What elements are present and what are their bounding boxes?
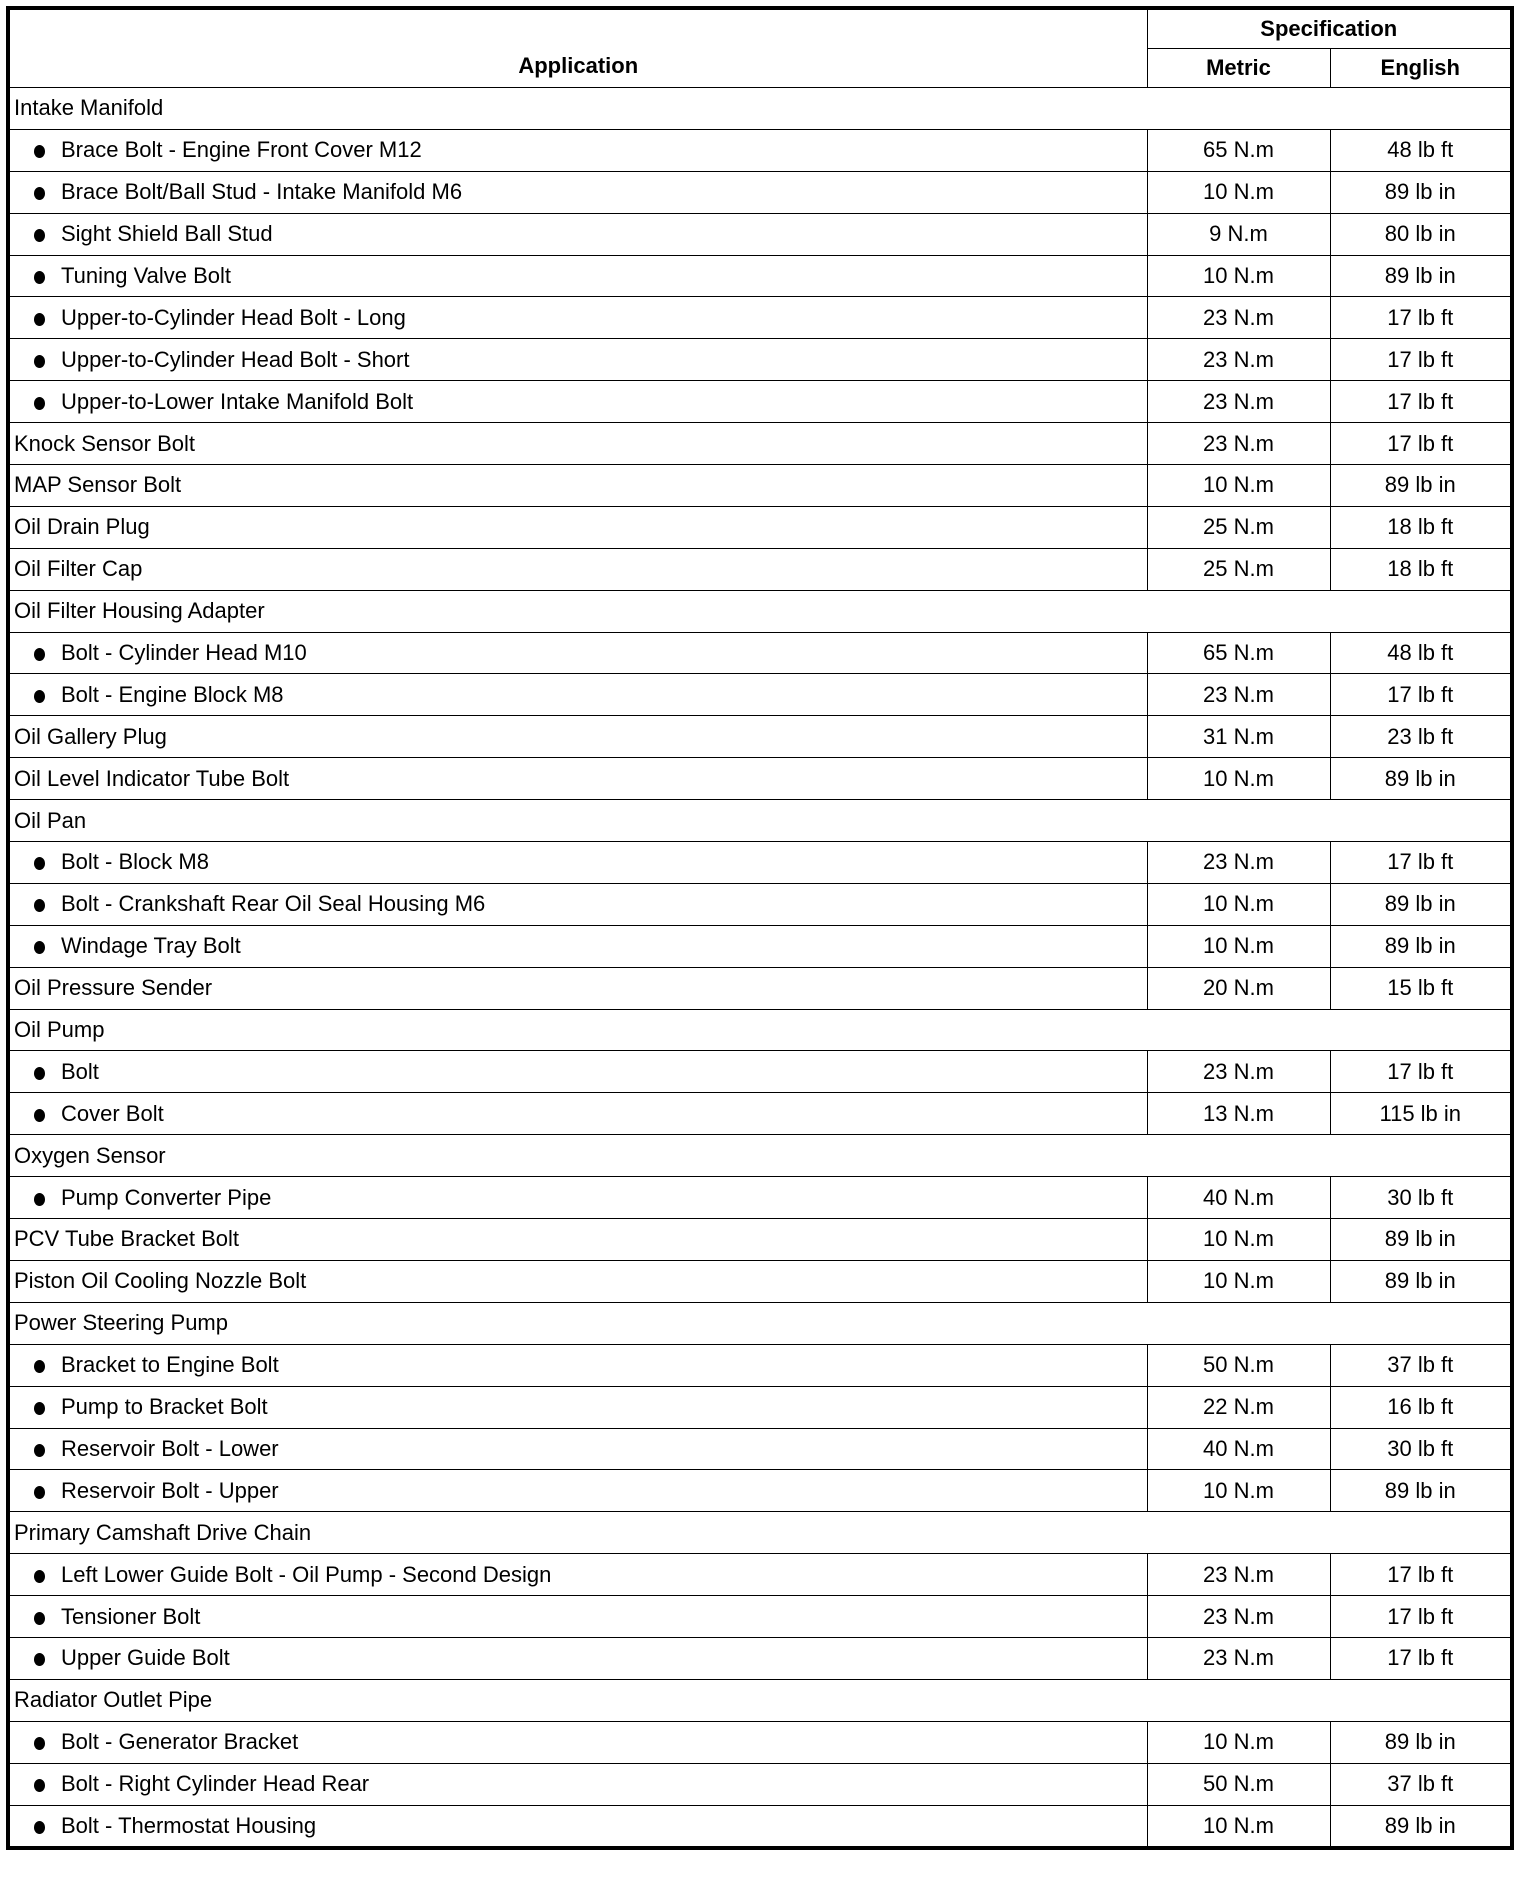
application-label: Windage Tray Bolt bbox=[61, 933, 241, 959]
sub-item-row bbox=[8, 1428, 1512, 1470]
application-label: Oil Gallery Plug bbox=[14, 723, 167, 749]
application-cell bbox=[8, 129, 1147, 171]
application-label: Brace Bolt/Ball Stud - Intake Manifold M6 bbox=[61, 179, 463, 205]
application-label: Sight Shield Ball Stud bbox=[61, 221, 273, 247]
bullet-icon bbox=[34, 355, 45, 368]
group-label: Intake Manifold bbox=[8, 88, 1512, 130]
bullet-icon bbox=[34, 1486, 45, 1499]
english-cell: 89 lb in bbox=[1330, 1805, 1512, 1848]
application-cell bbox=[8, 925, 1147, 967]
sub-item-row bbox=[8, 1596, 1512, 1638]
bullet-icon bbox=[34, 1444, 45, 1457]
application-cell bbox=[8, 548, 1147, 590]
metric-cell: 25 N.m bbox=[1147, 506, 1330, 548]
application-label: Reservoir Bolt - Lower bbox=[61, 1435, 279, 1461]
application-cell bbox=[8, 1386, 1147, 1428]
table-row bbox=[8, 548, 1512, 590]
bullet-icon bbox=[34, 1109, 45, 1122]
bullet-icon bbox=[34, 1360, 45, 1373]
metric-cell: 10 N.m bbox=[1147, 255, 1330, 297]
bullet-icon bbox=[34, 648, 45, 661]
english-cell: 30 lb ft bbox=[1330, 1428, 1512, 1470]
metric-cell: 10 N.m bbox=[1147, 883, 1330, 925]
application-cell bbox=[8, 716, 1147, 758]
table-row bbox=[8, 1219, 1512, 1261]
application-label: Bolt - Right Cylinder Head Rear bbox=[61, 1771, 370, 1797]
group-row bbox=[8, 1512, 1512, 1554]
application-cell bbox=[8, 758, 1147, 800]
metric-cell: 10 N.m bbox=[1147, 465, 1330, 507]
application-header: Application bbox=[8, 8, 1147, 88]
application-cell bbox=[8, 423, 1147, 465]
bullet-icon bbox=[34, 1402, 45, 1415]
sub-item-row bbox=[8, 842, 1512, 884]
application-label: Knock Sensor Bolt bbox=[14, 430, 195, 456]
specification-header: Specification bbox=[1147, 8, 1512, 49]
application-cell bbox=[8, 1637, 1147, 1679]
application-cell bbox=[8, 1805, 1147, 1848]
bullet-icon bbox=[34, 899, 45, 912]
metric-cell: 13 N.m bbox=[1147, 1093, 1330, 1135]
metric-cell: 23 N.m bbox=[1147, 297, 1330, 339]
english-cell: 17 lb ft bbox=[1330, 1554, 1512, 1596]
english-cell: 18 lb ft bbox=[1330, 506, 1512, 548]
application-label: Pump Converter Pipe bbox=[61, 1184, 272, 1210]
application-label: Oil Filter Cap bbox=[14, 556, 143, 582]
metric-cell: 22 N.m bbox=[1147, 1386, 1330, 1428]
group-row bbox=[8, 1135, 1512, 1177]
english-cell: 37 lb ft bbox=[1330, 1763, 1512, 1805]
metric-cell: 31 N.m bbox=[1147, 716, 1330, 758]
metric-cell: 23 N.m bbox=[1147, 1554, 1330, 1596]
bullet-icon bbox=[34, 397, 45, 410]
english-cell: 17 lb ft bbox=[1330, 339, 1512, 381]
table-row bbox=[8, 423, 1512, 465]
application-label: PCV Tube Bracket Bolt bbox=[14, 1226, 239, 1252]
application-cell bbox=[8, 297, 1147, 339]
english-cell: 89 lb in bbox=[1330, 1470, 1512, 1512]
english-cell: 89 lb in bbox=[1330, 883, 1512, 925]
application-label: Piston Oil Cooling Nozzle Bolt bbox=[14, 1268, 307, 1294]
table-row bbox=[8, 967, 1512, 1009]
metric-cell: 20 N.m bbox=[1147, 967, 1330, 1009]
metric-cell: 23 N.m bbox=[1147, 381, 1330, 423]
application-label: Upper-to-Cylinder Head Bolt - Long bbox=[61, 304, 406, 330]
torque-spec-table bbox=[6, 6, 1514, 1850]
table-row bbox=[8, 465, 1512, 507]
group-label: Primary Camshaft Drive Chain bbox=[8, 1512, 1512, 1554]
english-cell: 89 lb in bbox=[1330, 1219, 1512, 1261]
metric-cell: 10 N.m bbox=[1147, 1470, 1330, 1512]
application-label: Tensioner Bolt bbox=[61, 1603, 201, 1629]
group-label: Oil Filter Housing Adapter bbox=[8, 590, 1512, 632]
application-cell bbox=[8, 1470, 1147, 1512]
application-cell bbox=[8, 1554, 1147, 1596]
application-cell bbox=[8, 1596, 1147, 1638]
sub-item-row bbox=[8, 925, 1512, 967]
bullet-icon bbox=[34, 1653, 45, 1666]
english-cell: 17 lb ft bbox=[1330, 1596, 1512, 1638]
english-cell: 89 lb in bbox=[1330, 465, 1512, 507]
sub-item-row bbox=[8, 1805, 1512, 1848]
english-cell: 48 lb ft bbox=[1330, 129, 1512, 171]
sub-item-row bbox=[8, 1637, 1512, 1679]
application-label: Upper Guide Bolt bbox=[61, 1645, 230, 1671]
bullet-icon bbox=[34, 313, 45, 326]
application-label: Oil Drain Plug bbox=[14, 514, 150, 540]
sub-item-row bbox=[8, 381, 1512, 423]
sub-item-row bbox=[8, 1763, 1512, 1805]
bullet-icon bbox=[34, 1067, 45, 1080]
english-cell: 115 lb in bbox=[1330, 1093, 1512, 1135]
english-cell: 18 lb ft bbox=[1330, 548, 1512, 590]
sub-item-row bbox=[8, 1177, 1512, 1219]
metric-cell: 10 N.m bbox=[1147, 1260, 1330, 1302]
application-cell bbox=[8, 1260, 1147, 1302]
metric-cell: 25 N.m bbox=[1147, 548, 1330, 590]
group-row bbox=[8, 88, 1512, 130]
metric-cell: 65 N.m bbox=[1147, 632, 1330, 674]
metric-cell: 40 N.m bbox=[1147, 1428, 1330, 1470]
metric-cell: 50 N.m bbox=[1147, 1763, 1330, 1805]
metric-cell: 23 N.m bbox=[1147, 423, 1330, 465]
table-body bbox=[8, 88, 1512, 1849]
group-label: Radiator Outlet Pipe bbox=[8, 1679, 1512, 1721]
bullet-icon bbox=[34, 229, 45, 242]
bullet-icon bbox=[34, 271, 45, 284]
sub-item-row bbox=[8, 129, 1512, 171]
application-label: Oil Level Indicator Tube Bolt bbox=[14, 765, 290, 791]
metric-cell: 23 N.m bbox=[1147, 1596, 1330, 1638]
sub-item-row bbox=[8, 1093, 1512, 1135]
table-row bbox=[8, 1260, 1512, 1302]
application-label: Bolt - Cylinder Head M10 bbox=[61, 640, 307, 666]
bullet-icon bbox=[34, 690, 45, 703]
english-cell: 15 lb ft bbox=[1330, 967, 1512, 1009]
english-cell: 80 lb in bbox=[1330, 213, 1512, 255]
metric-cell: 10 N.m bbox=[1147, 1805, 1330, 1848]
bullet-icon bbox=[34, 187, 45, 200]
application-label: Bolt - Block M8 bbox=[61, 849, 209, 875]
bullet-icon bbox=[34, 1612, 45, 1625]
bullet-icon bbox=[34, 145, 45, 158]
bullet-icon bbox=[34, 1570, 45, 1583]
english-cell: 89 lb in bbox=[1330, 758, 1512, 800]
application-cell bbox=[8, 213, 1147, 255]
metric-cell: 50 N.m bbox=[1147, 1344, 1330, 1386]
application-cell bbox=[8, 1721, 1147, 1763]
english-cell: 89 lb in bbox=[1330, 1721, 1512, 1763]
table-row bbox=[8, 758, 1512, 800]
application-label: Bolt - Generator Bracket bbox=[61, 1729, 299, 1755]
application-cell bbox=[8, 883, 1147, 925]
english-header: English bbox=[1330, 49, 1512, 88]
group-label: Oxygen Sensor bbox=[8, 1135, 1512, 1177]
sub-item-row bbox=[8, 1470, 1512, 1512]
application-cell bbox=[8, 1763, 1147, 1805]
group-row bbox=[8, 800, 1512, 842]
group-row bbox=[8, 590, 1512, 632]
sub-item-row bbox=[8, 1386, 1512, 1428]
application-cell bbox=[8, 339, 1147, 381]
application-cell bbox=[8, 506, 1147, 548]
metric-cell: 10 N.m bbox=[1147, 925, 1330, 967]
metric-cell: 65 N.m bbox=[1147, 129, 1330, 171]
table-row bbox=[8, 506, 1512, 548]
metric-cell: 10 N.m bbox=[1147, 171, 1330, 213]
sub-item-row bbox=[8, 213, 1512, 255]
english-cell: 89 lb in bbox=[1330, 1260, 1512, 1302]
bullet-icon bbox=[34, 1821, 45, 1834]
sub-item-row bbox=[8, 255, 1512, 297]
application-label: Bracket to Engine Bolt bbox=[61, 1352, 279, 1378]
application-label: Bolt bbox=[61, 1058, 99, 1084]
english-cell: 17 lb ft bbox=[1330, 674, 1512, 716]
bullet-icon bbox=[34, 941, 45, 954]
sub-item-row bbox=[8, 339, 1512, 381]
group-row bbox=[8, 1009, 1512, 1051]
application-label: Pump to Bracket Bolt bbox=[61, 1394, 268, 1420]
group-row bbox=[8, 1679, 1512, 1721]
sub-item-row bbox=[8, 632, 1512, 674]
application-cell bbox=[8, 465, 1147, 507]
sub-item-row bbox=[8, 1051, 1512, 1093]
application-label: Bolt - Engine Block M8 bbox=[61, 681, 284, 707]
application-label: Brace Bolt - Engine Front Cover M12 bbox=[61, 137, 422, 163]
english-cell: 17 lb ft bbox=[1330, 842, 1512, 884]
application-cell bbox=[8, 842, 1147, 884]
bullet-icon bbox=[34, 1193, 45, 1206]
metric-cell: 40 N.m bbox=[1147, 1177, 1330, 1219]
metric-cell: 23 N.m bbox=[1147, 1051, 1330, 1093]
sub-item-row bbox=[8, 674, 1512, 716]
english-cell: 23 lb ft bbox=[1330, 716, 1512, 758]
application-cell bbox=[8, 1344, 1147, 1386]
group-label: Oil Pump bbox=[8, 1009, 1512, 1051]
sub-item-row bbox=[8, 1721, 1512, 1763]
english-cell: 17 lb ft bbox=[1330, 1051, 1512, 1093]
application-cell bbox=[8, 1093, 1147, 1135]
metric-cell: 9 N.m bbox=[1147, 213, 1330, 255]
table-row bbox=[8, 716, 1512, 758]
application-cell bbox=[8, 255, 1147, 297]
application-cell bbox=[8, 1051, 1147, 1093]
application-label: Upper-to-Lower Intake Manifold Bolt bbox=[61, 388, 414, 414]
application-label: MAP Sensor Bolt bbox=[14, 472, 182, 498]
application-label: Bolt - Crankshaft Rear Oil Seal Housing M6 bbox=[61, 891, 486, 917]
metric-cell: 10 N.m bbox=[1147, 1219, 1330, 1261]
bullet-icon bbox=[34, 1779, 45, 1792]
english-cell: 17 lb ft bbox=[1330, 423, 1512, 465]
sub-item-row bbox=[8, 171, 1512, 213]
sub-item-row bbox=[8, 1554, 1512, 1596]
english-cell: 17 lb ft bbox=[1330, 297, 1512, 339]
english-cell: 89 lb in bbox=[1330, 171, 1512, 213]
metric-cell: 23 N.m bbox=[1147, 339, 1330, 381]
metric-cell: 10 N.m bbox=[1147, 758, 1330, 800]
application-label: Upper-to-Cylinder Head Bolt - Short bbox=[61, 346, 410, 372]
english-cell: 16 lb ft bbox=[1330, 1386, 1512, 1428]
english-cell: 30 lb ft bbox=[1330, 1177, 1512, 1219]
application-cell bbox=[8, 1428, 1147, 1470]
english-cell: 17 lb ft bbox=[1330, 1637, 1512, 1679]
sub-item-row bbox=[8, 1344, 1512, 1386]
application-label: Tuning Valve Bolt bbox=[61, 263, 231, 288]
application-cell bbox=[8, 1219, 1147, 1261]
application-label: Left Lower Guide Bolt - Oil Pump - Second Design bbox=[61, 1561, 552, 1587]
group-label: Power Steering Pump bbox=[8, 1302, 1512, 1344]
bullet-icon bbox=[34, 857, 45, 870]
application-label: Cover Bolt bbox=[61, 1100, 164, 1126]
application-cell bbox=[8, 1177, 1147, 1219]
sub-item-row bbox=[8, 883, 1512, 925]
application-cell bbox=[8, 967, 1147, 1009]
english-cell: 37 lb ft bbox=[1330, 1344, 1512, 1386]
metric-cell: 10 N.m bbox=[1147, 1721, 1330, 1763]
group-label: Oil Pan bbox=[8, 800, 1512, 842]
metric-cell: 23 N.m bbox=[1147, 1637, 1330, 1679]
application-label: Reservoir Bolt - Upper bbox=[61, 1477, 279, 1503]
application-cell bbox=[8, 674, 1147, 716]
group-row bbox=[8, 1302, 1512, 1344]
application-label: Oil Pressure Sender bbox=[14, 975, 213, 1001]
application-cell bbox=[8, 381, 1147, 423]
english-cell: 89 lb in bbox=[1330, 255, 1512, 297]
bullet-icon bbox=[34, 1737, 45, 1750]
application-cell bbox=[8, 632, 1147, 674]
metric-cell: 23 N.m bbox=[1147, 674, 1330, 716]
metric-header: Metric bbox=[1147, 49, 1330, 88]
english-cell: 89 lb in bbox=[1330, 925, 1512, 967]
application-label: Bolt - Thermostat Housing bbox=[61, 1812, 317, 1838]
english-cell: 48 lb ft bbox=[1330, 632, 1512, 674]
sub-item-row bbox=[8, 297, 1512, 339]
english-cell: 17 lb ft bbox=[1330, 381, 1512, 423]
application-cell bbox=[8, 171, 1147, 213]
metric-cell: 23 N.m bbox=[1147, 842, 1330, 884]
